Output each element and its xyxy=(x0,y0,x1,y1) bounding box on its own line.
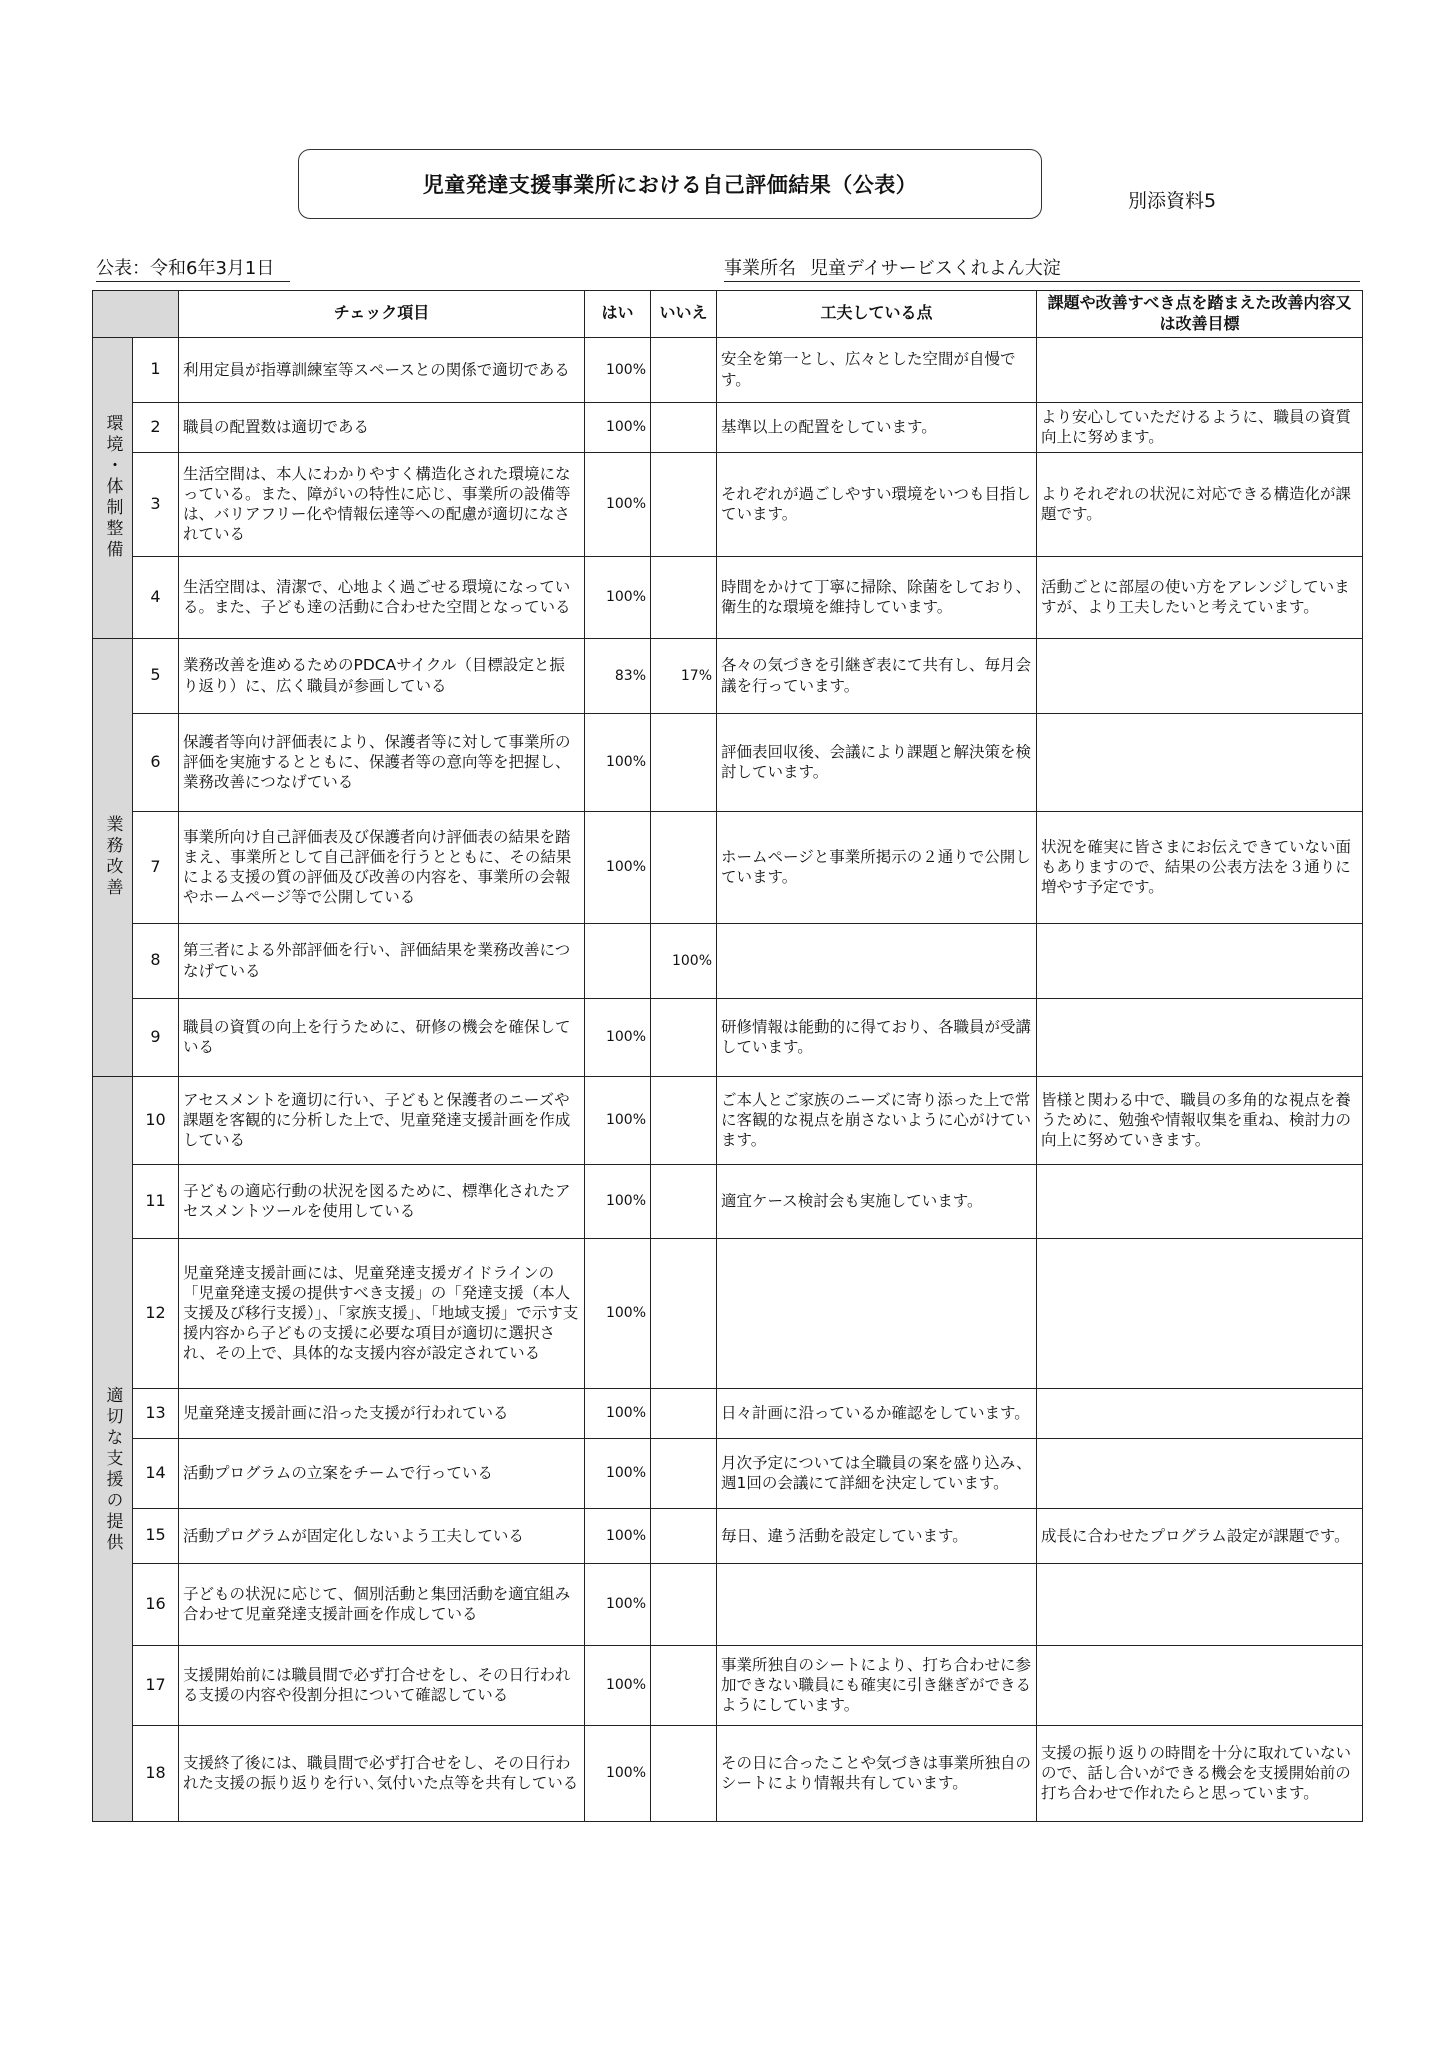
table-row xyxy=(93,1076,1363,1164)
issues-text xyxy=(1037,337,1363,402)
no-percent xyxy=(651,337,717,402)
no-percent xyxy=(651,1645,717,1725)
row-number: 12 xyxy=(133,1238,179,1388)
efforts-text: ホームページと事業所掲示の２通りで公開しています。 xyxy=(717,811,1037,923)
efforts-text: それぞれが過ごしやすい環境をいつも目指しています。 xyxy=(717,452,1037,556)
table-row xyxy=(93,1508,1363,1563)
check-item-text: 児童発達支援計画に沿った支援が行われている xyxy=(179,1388,585,1438)
efforts-text: 適宜ケース検討会も実施しています。 xyxy=(717,1164,1037,1238)
no-percent xyxy=(651,1238,717,1388)
issues-text xyxy=(1037,1438,1363,1508)
yes-percent: 100% xyxy=(585,1725,651,1821)
table-row xyxy=(93,1725,1363,1821)
issues-text xyxy=(1037,998,1363,1076)
efforts-text: 研修情報は能動的に得ており、各職員が受講しています。 xyxy=(717,998,1037,1076)
header-no: いいえ xyxy=(651,291,717,338)
row-number: 13 xyxy=(133,1388,179,1438)
evaluation-table xyxy=(92,290,1363,1822)
row-number: 2 xyxy=(133,402,179,452)
check-item-text: 支援終了後には、職員間で必ず打合せをし、その日行われた支援の振り返りを行い､気付いた点等を共有している xyxy=(179,1725,585,1821)
yes-percent: 100% xyxy=(585,1164,651,1238)
no-percent: 100% xyxy=(651,923,717,998)
row-number: 10 xyxy=(133,1076,179,1164)
check-item-text: 職員の配置数は適切である xyxy=(179,402,585,452)
attachment-label: 別添資料5 xyxy=(1128,190,1217,212)
efforts-text: その日に合ったことや気づきは事業所独自のシートにより情報共有しています。 xyxy=(717,1725,1037,1821)
no-percent xyxy=(651,452,717,556)
table-row xyxy=(93,923,1363,998)
header-efforts: 工夫している点 xyxy=(717,291,1037,338)
issues-text xyxy=(1037,1388,1363,1438)
yes-percent: 83% xyxy=(585,638,651,713)
category-improvement: 業務改善 xyxy=(93,638,133,1076)
table-row xyxy=(93,713,1363,811)
yes-percent: 100% xyxy=(585,1508,651,1563)
efforts-text: 評価表回収後、会議により課題と解決策を検討しています。 xyxy=(717,713,1037,811)
check-item-text: 事業所向け自己評価表及び保護者向け評価表の結果を踏まえ、事業所として自己評価を行うとともに、その結果による支援の質の評価及び改善の内容を、事業所の会報やホームページ等で公開している xyxy=(179,811,585,923)
table-row xyxy=(93,337,1363,402)
issues-text: より安心していただけるように、職員の資質向上に努めます。 xyxy=(1037,402,1363,452)
no-percent xyxy=(651,556,717,638)
table-row xyxy=(93,811,1363,923)
row-number: 7 xyxy=(133,811,179,923)
check-item-text: 児童発達支援計画には、児童発達支援ガイドラインの「児童発達支援の提供すべき支援」の「発達支援（本人支援及び移行支援）」、「家族支援」、「地域支援」で示す支援内容から子どもの支援に必要な項目が適切に選択され、その上で、具体的な支援内容が設定されている xyxy=(179,1238,585,1388)
check-item-text: 業務改善を進めるためのPDCAサイクル（目標設定と振り返り）に、広く職員が参画している xyxy=(179,638,585,713)
efforts-text: 各々の気づきを引継ぎ表にて共有し、毎月会議を行っています。 xyxy=(717,638,1037,713)
efforts-text: 安全を第一とし、広々とした空間が自慢です。 xyxy=(717,337,1037,402)
yes-percent: 100% xyxy=(585,1076,651,1164)
no-percent xyxy=(651,811,717,923)
office-name: 児童デイサービスくれよん大淀 xyxy=(810,258,1061,279)
row-number: 16 xyxy=(133,1563,179,1645)
issues-text xyxy=(1037,923,1363,998)
issues-text xyxy=(1037,1563,1363,1645)
efforts-text: 月次予定については全職員の案を盛り込み、週1回の会議にて詳細を決定しています。 xyxy=(717,1438,1037,1508)
category-support: 適切な支援の提供 xyxy=(102,1386,123,1554)
efforts-text: ご本人とご家族のニーズに寄り添った上で常に客観的な視点を崩さないように心がけています。 xyxy=(717,1076,1037,1164)
efforts-text: 事業所独自のシートにより、打ち合わせに参加できない職員にも確実に引き継ぎができるようにしています。 xyxy=(717,1645,1037,1725)
issues-text: よりそれぞれの状況に対応できる構造化が課題です。 xyxy=(1037,452,1363,556)
row-number: 8 xyxy=(133,923,179,998)
yes-percent: 100% xyxy=(585,713,651,811)
yes-percent: 100% xyxy=(585,1388,651,1438)
no-percent xyxy=(651,1725,717,1821)
issues-text xyxy=(1037,1164,1363,1238)
row-number: 4 xyxy=(133,556,179,638)
office-label: 事業所名 xyxy=(724,258,796,279)
yes-percent: 100% xyxy=(585,452,651,556)
table-header-row xyxy=(93,291,1363,338)
yes-percent: 100% xyxy=(585,1238,651,1388)
issues-text: 支援の振り返りの時間を十分に取れていないので、話し合いができる機会を支援開始前の打ち合わせで作れたらと思っています。 xyxy=(1037,1725,1363,1821)
no-percent xyxy=(651,1563,717,1645)
efforts-text xyxy=(717,923,1037,998)
no-percent xyxy=(651,1164,717,1238)
yes-percent: 100% xyxy=(585,811,651,923)
no-percent xyxy=(651,1076,717,1164)
efforts-text: 毎日、違う活動を設定しています。 xyxy=(717,1508,1037,1563)
check-item-text: 保護者等向け評価表により、保護者等に対して事業所の評価を実施するとともに、保護者等の意向等を把握し、業務改善につなげている xyxy=(179,713,585,811)
yes-percent: 100% xyxy=(585,556,651,638)
check-item-text: 利用定員が指導訓練室等スペースとの関係で適切である xyxy=(179,337,585,402)
table-row xyxy=(93,1438,1363,1508)
header-issues: 課題や改善すべき点を踏まえた改善内容又は改善目標 xyxy=(1037,291,1363,338)
header-corner xyxy=(93,291,179,338)
check-item-text: 職員の資質の向上を行うために、研修の機会を確保している xyxy=(179,998,585,1076)
no-percent xyxy=(651,1508,717,1563)
check-item-text: 第三者による外部評価を行い、評価結果を業務改善につなげている xyxy=(179,923,585,998)
check-item-text: 活動プログラムの立案をチームで行っている xyxy=(179,1438,585,1508)
office-name-line xyxy=(724,254,1360,282)
yes-percent: 100% xyxy=(585,1563,651,1645)
row-number: 3 xyxy=(133,452,179,556)
header-check-item: チェック項目 xyxy=(179,291,585,338)
efforts-text xyxy=(717,1238,1037,1388)
table-row xyxy=(93,1164,1363,1238)
check-item-text: 子どもの適応行動の状況を図るために、標準化されたアセスメントツールを使用している xyxy=(179,1164,585,1238)
issues-text xyxy=(1037,713,1363,811)
no-percent xyxy=(651,713,717,811)
no-percent xyxy=(651,998,717,1076)
check-item-text: 生活空間は、本人にわかりやすく構造化された環境になっている。また、障がいの特性に応じ、事業所の設備等は、バリアフリー化や情報伝達等への配慮が適切になされている xyxy=(179,452,585,556)
efforts-text xyxy=(717,1563,1037,1645)
table-row xyxy=(93,1238,1363,1388)
row-number: 14 xyxy=(133,1438,179,1508)
yes-percent: 100% xyxy=(585,998,651,1076)
table-row xyxy=(93,556,1363,638)
row-number: 6 xyxy=(133,713,179,811)
table-row xyxy=(93,452,1363,556)
check-item-text: 生活空間は、清潔で、心地よく過ごせる環境になっている。また、子ども達の活動に合わせた空間となっている xyxy=(179,556,585,638)
no-percent xyxy=(651,1388,717,1438)
table-row xyxy=(93,402,1363,452)
issues-text xyxy=(1037,1238,1363,1388)
row-number: 5 xyxy=(133,638,179,713)
row-number: 9 xyxy=(133,998,179,1076)
table-row xyxy=(93,1645,1363,1725)
issues-text xyxy=(1037,1645,1363,1725)
check-item-text: 子どもの状況に応じて、個別活動と集団活動を適宜組み合わせて児童発達支援計画を作成している xyxy=(179,1563,585,1645)
category-environment: 環境・体制整備 xyxy=(93,337,133,638)
yes-percent: 100% xyxy=(585,402,651,452)
issues-text xyxy=(1037,638,1363,713)
row-number: 1 xyxy=(133,337,179,402)
efforts-text: 時間をかけて丁寧に掃除、除菌をしており、衛生的な環境を維持しています。 xyxy=(717,556,1037,638)
efforts-text: 基準以上の配置をしています。 xyxy=(717,402,1037,452)
check-item-text: アセスメントを適切に行い、子どもと保護者のニーズや課題を客観的に分析した上で、児童発達支援計画を作成している xyxy=(179,1076,585,1164)
issues-text: 成長に合わせたプログラム設定が課題です。 xyxy=(1037,1508,1363,1563)
issues-text: 活動ごとに部屋の使い方をアレンジしていますが、より工夫したいと考えています。 xyxy=(1037,556,1363,638)
yes-percent: 100% xyxy=(585,1645,651,1725)
row-number: 11 xyxy=(133,1164,179,1238)
row-number: 17 xyxy=(133,1645,179,1725)
row-number: 15 xyxy=(133,1508,179,1563)
table-row xyxy=(93,998,1363,1076)
check-item-text: 支援開始前には職員間で必ず打合せをし、その日行われる支援の内容や役割分担について確認している xyxy=(179,1645,585,1725)
issues-text: 皆様と関わる中で、職員の多角的な視点を養うために、勉強や情報収集を重ね、検討力の向上に努めていきます。 xyxy=(1037,1076,1363,1164)
efforts-text: 日々計画に沿っているか確認をしています。 xyxy=(717,1388,1037,1438)
no-percent xyxy=(651,1438,717,1508)
document-title: 児童発達支援事業所における自己評価結果（公表） xyxy=(298,149,1042,219)
no-percent xyxy=(651,402,717,452)
publication-date: 公表：令和6年3月1日 xyxy=(96,254,290,282)
table-row xyxy=(93,1563,1363,1645)
no-percent: 17% xyxy=(651,638,717,713)
table-row xyxy=(93,1388,1363,1438)
yes-percent: 100% xyxy=(585,337,651,402)
yes-percent: 100% xyxy=(585,1438,651,1508)
header-yes: はい xyxy=(585,291,651,338)
yes-percent xyxy=(585,923,651,998)
issues-text: 状況を確実に皆さまにお伝えできていない面もありますので、結果の公表方法を３通りに増やす予定です。 xyxy=(1037,811,1363,923)
check-item-text: 活動プログラムが固定化しないよう工夫している xyxy=(179,1508,585,1563)
table-row xyxy=(93,638,1363,713)
row-number: 18 xyxy=(133,1725,179,1821)
